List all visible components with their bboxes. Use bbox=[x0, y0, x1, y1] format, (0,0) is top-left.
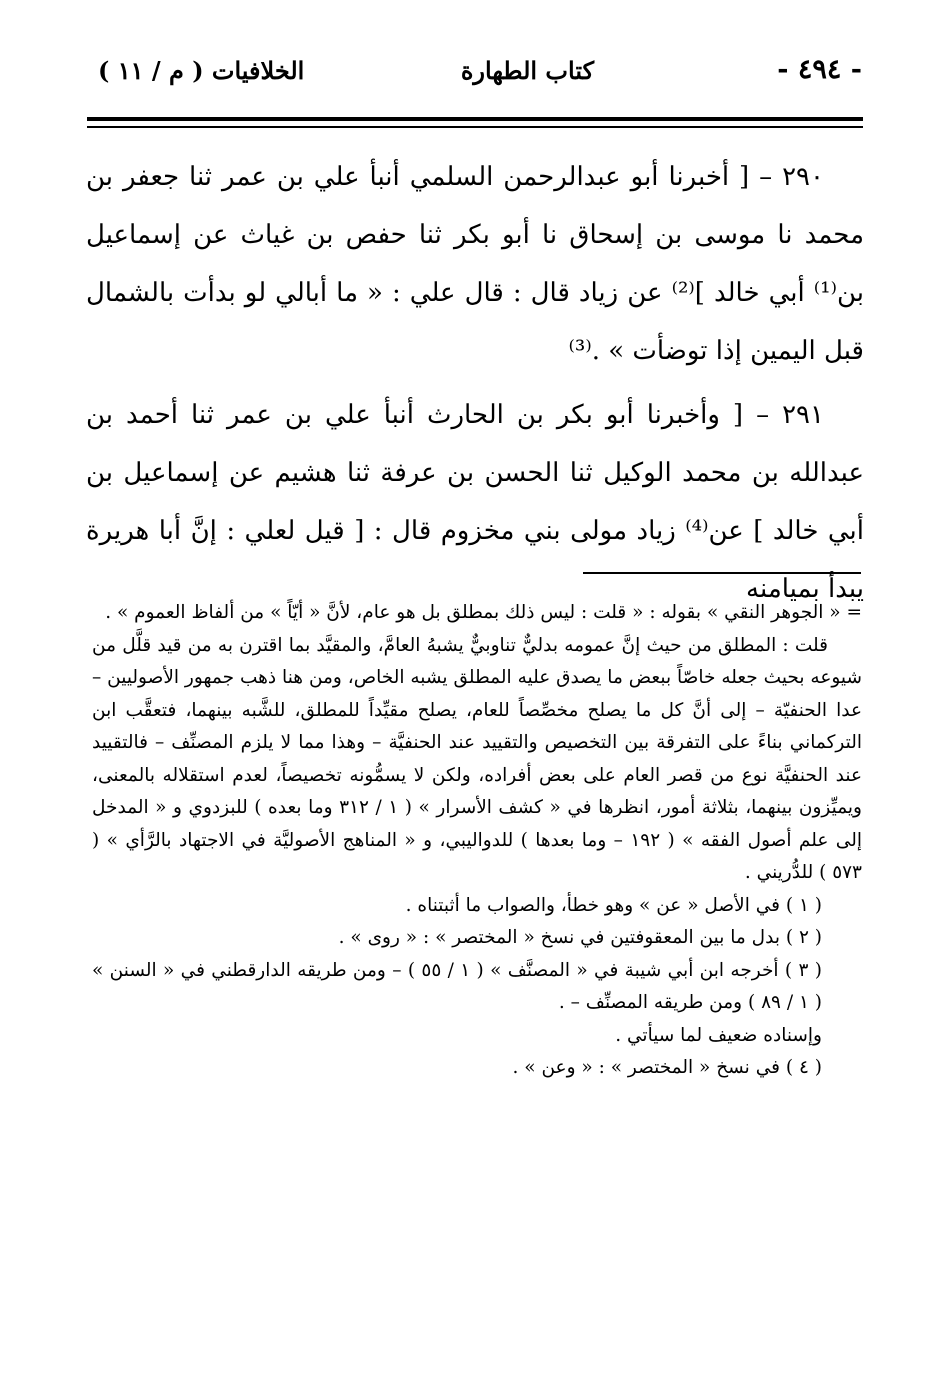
editor-comment: قلت : المطلق من حيث إنَّ عمومه بدليٌّ تناوبيٌّ يشبهُ العامَّ، والمقيَّد بما اقترن به من قيد قلَّل من شيوعه بحيث جعله خاصّاً ببعض ما يصدق عليه المطلق يشبه الخاص، ومن هنا ذهب جمهور الأصوليين – عدا الحنفيّة – إلى أنَّ كل ما يصلح مخصِّصاً للعام، يصلح مقيِّداً للمطلق، للشَّبه بينهما، فتعقَّب ابن التركماني بناءً على التفرقة بين التخصيص والتقييد عند الحنفيَّة – وهذا مما لا يلزم المصنِّف – فالتقييد عند الحنفيَّة نوع من قصر العام على بعض أفراده، ولكن لا يسمُّونه تخصيصاً، لعدم استقلاله بالمعنى، ويميِّزون بينهما، بثلاثة أمور، انظرها في « كشف الأسرار » ( ١ / ٣١٢ وما بعده ) للبزدوي و « المدخل إلى علم أصول الفقه » ( ١٩٢ – وما بعدها ) للدواليبي، و « المناهج الأصوليَّة في الاجتهاد بالرَّأي » ( ٥٧٣ ) للدُّريني . bbox=[92, 634, 862, 883]
footnote-3: ( ٣ ) أخرجه ابن أبي شيبة في « المصنَّف » ( ١ / ٥٥ ) – ومن طريقه الدارقطني في « السنن » ( ١ / ٨٩ ) ومن طريقه المصنِّف – . bbox=[92, 959, 822, 1013]
page-number: - ٤٩٤ - bbox=[777, 54, 862, 85]
footnote-separator bbox=[583, 572, 861, 574]
book-title: كتاب الطهارة bbox=[460, 56, 594, 85]
footnotes bbox=[92, 597, 862, 1085]
footnote-4: ( ٤ ) في نسخ « المختصر » : « وعن » . bbox=[512, 1057, 822, 1078]
header-rule-thin bbox=[87, 126, 863, 128]
main-text bbox=[86, 148, 864, 624]
hadith-291: ٢٩١ – [ وأخبرنا أبو بكر بن الحارث أنبأ علي بن عمر ثنا أحمد بن عبدالله بن محمد الوكيل ثنا الحسن بن عرفة ثنا هشيم عن إسماعيل بن أبي خالد ] عن⁽⁴⁾ زياد مولى بني مخزوم قال : [ قيل لعلي : إنَّ أبا هريرة يبدأ بميامنه bbox=[86, 400, 865, 604]
footnote-1: ( ١ ) في الأصل « عن » وهو خطأ، والصواب ما أثبتناه . bbox=[405, 894, 822, 916]
footnote-2: ( ٢ ) بدل ما بين المعقوفتين في نسخ « المختصر » : « روى » . bbox=[338, 927, 822, 948]
footnote-3-note: وإسناده ضعيف لما سيأتي . bbox=[615, 1024, 822, 1046]
hadith-290: ٢٩٠ – [ أخبرنا أبو عبدالرحمن السلمي أنبأ علي بن عمر ثنا جعفر بن محمد نا موسى بن إسحاق نا أبو بكر ثنا حفص بن غياث عن إسماعيل بن⁽¹⁾ أبي خالد ]⁽²⁾ عن زياد قال : قال علي : « ما أبالي لو بدأت بالشمال قبل اليمين إذا توضأت » .⁽³⁾ bbox=[86, 162, 864, 366]
header-rule-thick bbox=[87, 117, 863, 121]
footnote-continuation: = « الجوهر النقي » بقوله : « قلت : ليس ذلك بمطلق بل هو عام، لأنَّ « أيّاً » من ألفاظ العموم » . bbox=[105, 602, 862, 623]
page-header bbox=[90, 48, 862, 98]
volume-reference: الخلافيات ( م / ١١ ) bbox=[98, 56, 305, 85]
